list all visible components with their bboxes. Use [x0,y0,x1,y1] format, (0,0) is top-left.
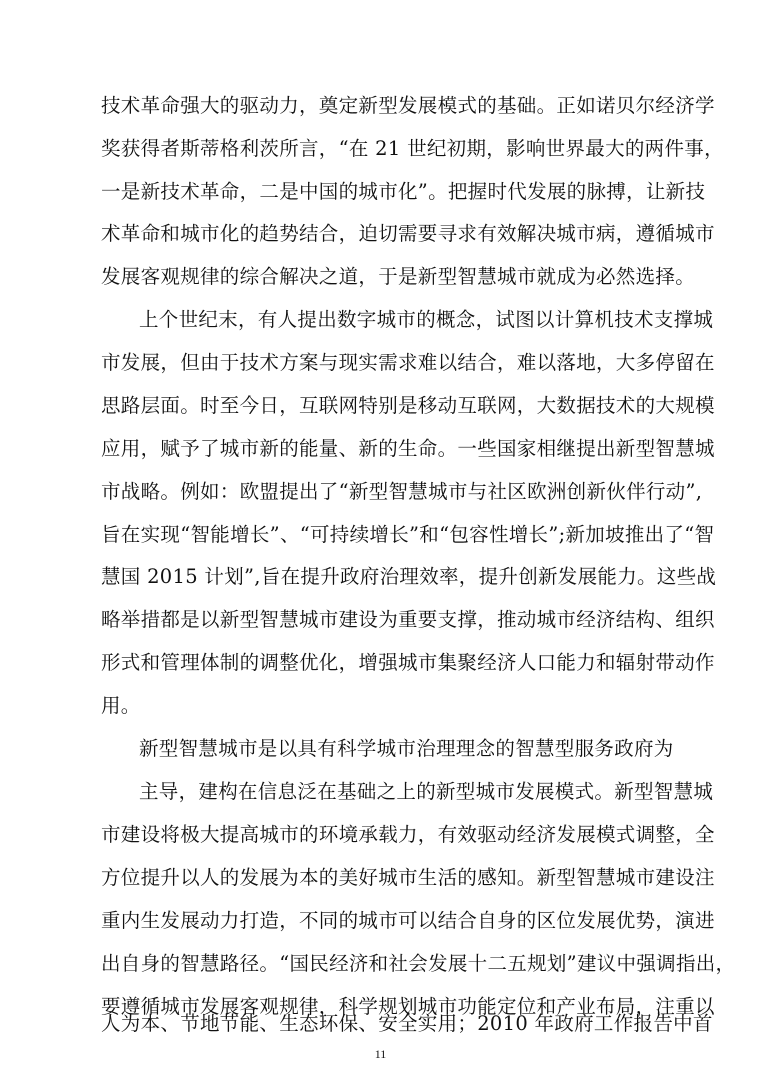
paragraph-1-line-5: 发展客观规律的综合解决之道，于是新型智慧城市就成为必然选择。 [101,265,696,288]
paragraph-3-line-8: 人为本、节地节能、生态环保、安全实用；2010 年政府工作报告中首 [101,1012,713,1035]
paragraph-3-line-4: 方位提升以人的发展为本的美好城市生活的感知。新型智慧城市建设注 [101,866,715,889]
paragraph-1-line-1: 技术革命强大的驱动力，奠定新型发展模式的基础。正如诺贝尔经济学 [101,94,715,117]
page-number: 11 [374,1047,387,1061]
paragraph-3-line-3: 市建设将极大提高城市的环境承载力，有效驱动经济发展模式调整，全 [101,823,715,846]
paragraph-2-line-5: 市战略。例如：欧盟提出了“新型智慧城市与社区欧洲创新伙伴行动”, [101,480,703,503]
paragraph-3-line-1: 新型智慧城市是以具有科学城市治理理念的智慧型服务政府为 [139,737,674,760]
paragraph-1-line-4: 术革命和城市化的趋势结合，迫切需要寻求有效解决城市病，遵循城市 [101,222,715,245]
paragraph-2-line-2: 市发展，但由于技术方案与现实需求难以结合，难以落地，大多停留在 [101,351,715,374]
paragraph-2-line-6: 旨在实现“智能增长”、“可持续增长”和“包容性增长”;新加坡推出了“智 [101,523,715,546]
paragraph-1-line-3: 一是新技术革命，二是中国的城市化”。把握时代发展的脉搏，让新技 [101,180,706,203]
paragraph-2-line-10: 用。 [101,694,141,717]
paragraph-2-line-1: 上个世纪末，有人提出数字城市的概念，试图以计算机技术支撑城 [139,308,714,331]
paragraph-3-line-7: 要遵循城市发展客观规律，科学规划城市功能定位和产业布局，注重以 [101,995,715,1018]
paragraph-2-line-4: 应用，赋予了城市新的能量、新的生命。一些国家相继提出新型智慧城 [101,437,715,460]
paragraph-2-line-7: 慧国 2015 计划”,旨在提升政府治理效率，提升创新发展能力。这些战 [101,565,717,588]
paragraph-3-line-6: 出自身的智慧路径。“国民经济和社会发展十二五规划”建议中强调指出， [101,952,736,975]
paragraph-2-line-8: 略举措都是以新型智慧城市建设为重要支撑，推动城市经济结构、组织 [101,608,715,631]
paragraph-2-line-3: 思路层面。时至今日，互联网特别是移动互联网，大数据技术的大规模 [101,394,715,417]
paragraph-3-line-2: 主导，建构在信息泛在基础之上的新型城市发展模式。新型智慧城 [139,780,714,803]
paragraph-3-line-5: 重内生发展动力打造，不同的城市可以结合自身的区位发展优势，演进 [101,909,715,932]
paragraph-2-line-9: 形式和管理体制的调整优化，增强城市集聚经济人口能力和辐射带动作 [101,651,715,674]
paragraph-1-line-2: 奖获得者斯蒂格利茨所言，“在 21 世纪初期，影响世界最大的两件事， [101,137,724,160]
